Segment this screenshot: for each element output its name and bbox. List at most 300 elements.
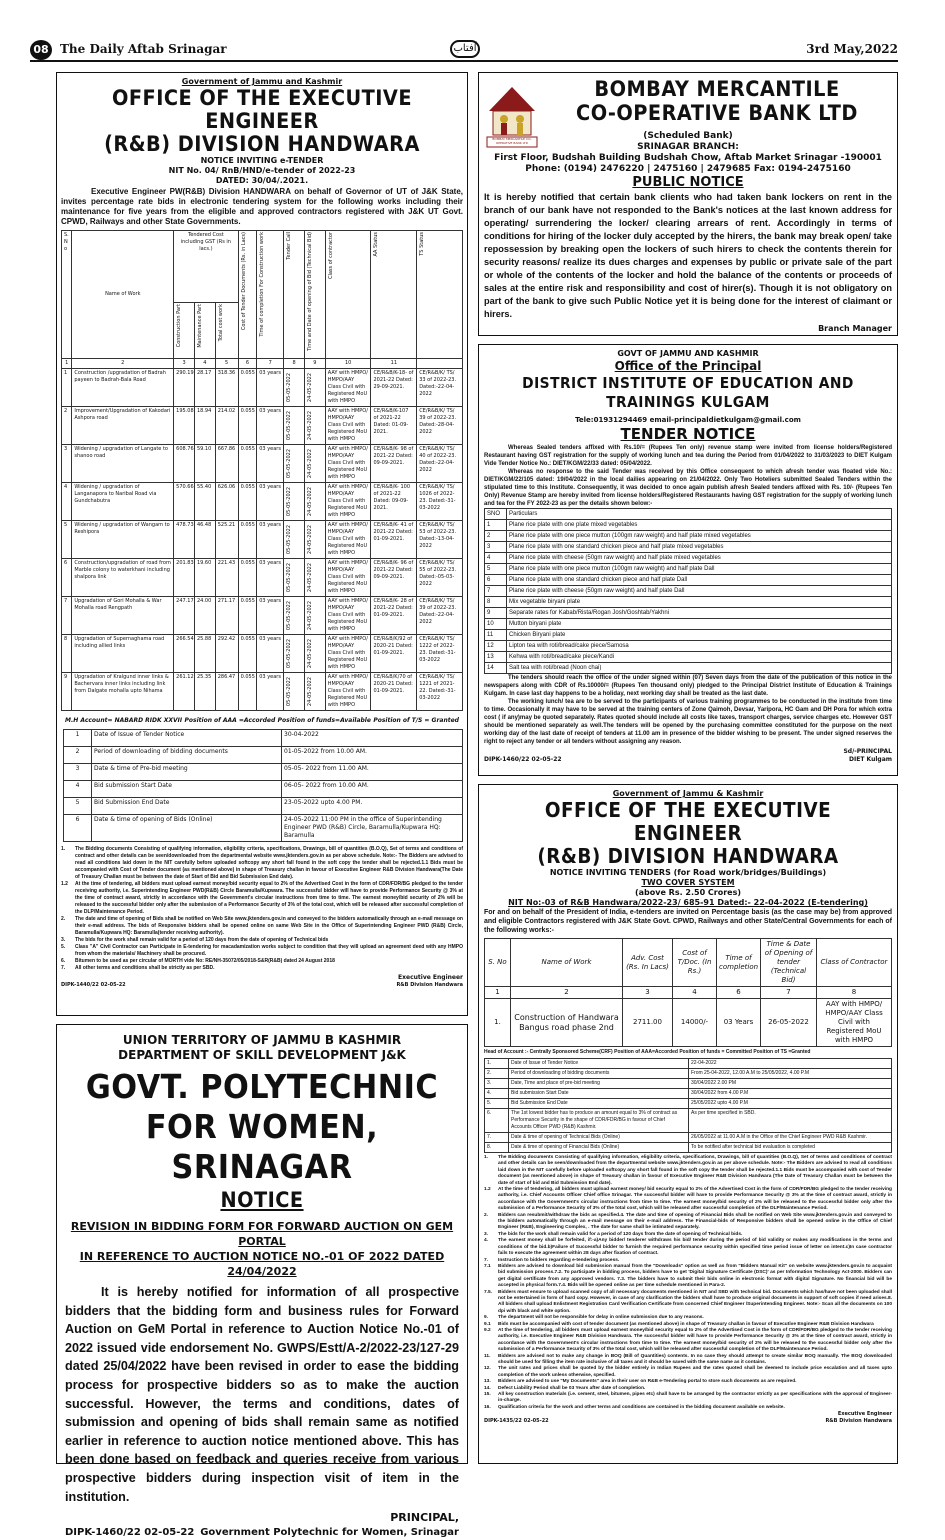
ad1-cell-time: 03 years [257,673,284,711]
ad1-schedule-cell: Bid submission Start Date [92,781,282,798]
ad1-conditions [61,846,463,972]
ad3-p3: The tenders should reach the office of the under signed within (07) Seven days from the date of the publication of this notice in the newspapers along with CDR of Rs.10000/= (Rupees Ten thousand only) pledged to the Principal District Institute of Education & Trainings Kulgam. In case last day happens to be a holiday, next working day shall be treated as the last date. [484,675,892,697]
ad4-row-cell: 26-05-2022 [761,999,817,1047]
ad1-cell-t: 271.17 [215,597,238,635]
ad4-condition-num: 7.1 [484,1263,491,1269]
ad3-sign2: DIET Kulgam [849,756,892,763]
ad4-condition [484,1187,892,1213]
ad5-rev2: IN REFERENCE TO AUCTION NOTICE NO.-01 OF 2022 DATED 24/04/2022 [79,1250,445,1278]
ad1-cell-work: Upgradation of Supernaghama road including allied links [72,635,174,673]
ad4-schedule-cell: The 1st lowest bidder has to produce an amount equal to 3% of contract as Performance Security in the shape of CDR/FDR/BG in favour of Chief Accounts Officer PWD (R&B) Kashmir. [509,1109,689,1133]
ad4-schedule-cell: 3. [485,1079,509,1089]
ad4-schedule-row [485,1143,892,1153]
ad2-phone: Phone: (0194) 2476220 | 2475160 | 2479685 Fax: 0194-2475160 [525,164,851,174]
ad1-cell-open-text: 24-05-2022 [307,486,314,517]
ad3-item-cell: 6 [485,575,507,586]
ad3-item-cell: 7 [485,586,507,597]
ad4-condition-text: The unit rates and prices shall be quoted by the bidder entirely in Indian Rupees and the rates quoted shall be deemed to include price escalation and all taxes upto completion of the work unless otherwise, specified. [498,1366,892,1378]
ad4-notice: NOTICE INVITING TENDERS (for Road work/bridges/Buildings) [549,868,827,877]
ad4-condition [484,1290,892,1316]
ad1-condition-num: 7. [61,965,66,971]
ad1-cell-doc: 0.055 [238,597,257,635]
ad1-cell-cls: AAY with HMPO/ HMPO/AAY Class Civil with Registered MoU with HMPO [325,483,371,521]
ad4-condition-text: Bidders are advised to download bid submission manual from the "Downloads" option as well as from "Bidders Manual Kit" on website www.jktenders.gov.in to acquaint bid submission process.7.2. To participate in bidding process, bidders have to get 'Digital Signature Certificate (DSC)' as per Information Technology Act-2000. Bidders can get digital certificate from any approved vendors. 7.3. The bidders have to submit their bids online in electronic format with digital Signature. No financial bid will be accepted in physical form.7.4. Bids will be opened online as per time schedule mentioned in Para-2. [498,1263,892,1289]
ad1-cell-open-text: 24-05-2022 [307,448,314,479]
colnum: 3 [174,359,195,369]
ad-rnb-handwara-nit [478,784,898,1464]
ad1-schedule-rows [64,730,463,842]
ad1-cell-call-text: 05-05-2022 [286,486,293,517]
ad4-schedule-row [485,1089,892,1099]
ad-diet-kulgam-tender [478,344,898,776]
newspaper-logo: آفتاب [450,40,480,58]
ad4-condition-text: Qualification criteria for the work and other terms and conditions are contained in the bidding document available on website. [498,1404,785,1410]
ad1-cell-sn: 1 [62,369,72,407]
ad4-row-cell: AAY with HMPO/ HMPO/AAY Class Civil with Registered MoU with HMPO [817,999,892,1047]
ad1-schedule-cell: 24-05-2022 11:00 PM in the office of Superintending Engineer PWD (R&B) Circle, Baramulla/Kupwara HQ: Baramulla [282,815,463,842]
ad1-work-row [62,407,463,445]
ad1-cell-m: 59.10 [194,445,215,483]
ad1-cell-work: Widening / upgradation of Langate to shanoo road [72,445,174,483]
ad1-col-time: Time of completion For Construction work [259,232,266,337]
ad5-inst: Government Polytechnic for Women, Srinagar [200,1527,459,1539]
bank-logo [485,81,539,149]
ad1-cell-cls: AAY with HMPO/ HMPO/AAY Class Civil with Registered MoU with HMPO [325,445,371,483]
ad1-cell-time: 03 years [257,597,284,635]
ad3-item-cell: Plane rice plate with one standard chicken piece and half plate Dall [507,575,892,586]
ad-rnb-handwara-etender [56,72,468,1016]
ad1-cell-call [284,521,305,559]
ad4-schedule-cell: Bid submission Start Date [509,1089,689,1099]
ad1-cell-m: 55.40 [194,483,215,521]
ad4-col-head: S. No [485,939,511,987]
colnum: 5 [215,359,238,369]
ad4-dipk: DIPK-1435/22 02-05-22 [484,1418,549,1425]
ad4-row-cell: 2711.00 [623,999,673,1047]
ad1-cell-doc: 0.055 [238,559,257,597]
ad1-cell-doc: 0.055 [238,407,257,445]
ad4-condition-text: The bids for the work shall remain valid for a period of 120 days from the date of opening of Technical bids. [498,1231,743,1237]
ad1-schedule-cell: 30-04-2022 [282,730,463,747]
ad4-condition-text: The Bidding documents Consisting of qualifying information, eligibility criteria, specifications, Drawings, bill of quantities (B.O.Q), Set of terms and conditions of contract and other details can be seen/downloaded from the departmental website www.jktenders.gov.in as per above schedule. Note:- The Bidders are advised to read all conditions laid down in the NIT carefully before uploaded softcopy any short fall found in the soft copy the tender shall be rejected.1.1 Bids must be accompanied with cost of Tender document (as mentioned above) in shape of Treasury challan in favour of Executive Engineer R&B Division Handwara (The Date of Treasury Challan must be between the date of start of bid and Bid Submission End date). [498,1155,892,1186]
ad1-cell-time: 03 years [257,407,284,445]
ad1-cell-ts: CE/R&B/K/ TS/ 39 of 2022-23. Dated:-28-04-2022 [417,407,463,445]
ad1-cell-call [284,407,305,445]
ad3-item-row [485,630,892,641]
ad1-schedule-cell: Bid Submission End Date [92,798,282,815]
ad4-row-cell: Construction of Handwara Bangus road phase 2nd [511,999,623,1047]
ad1-cell-t: 318.36 [215,369,238,407]
ad5-dipk: DIPK-1460/22 02-05-22 [65,1527,195,1539]
ad4-nit: NIT No:-03 of R&B Handwara/2022-23/ 685-91 Dated:- 22-04-2022 (E-tendering) [508,898,868,907]
ad4-condition-num: 16. [484,1404,491,1410]
colnum: 7 [257,359,284,369]
page-header [30,40,898,60]
ad3-item-row [485,520,892,531]
ad1-col-call: Tender Call [286,232,293,260]
colnum: 4 [194,359,215,369]
ad1-cell-doc: 0.055 [238,521,257,559]
ad1-cell-c: 201.83 [174,559,195,597]
ad3-head-sno: SNO [485,509,507,520]
ad3-item-cell: 2 [485,531,507,542]
ad2-name1: BOMBAY MERCANTILE [594,77,840,101]
ad1-cell-open [305,445,326,483]
colnum: 1 [62,359,72,369]
ad1-cell-ts: CE/R&B/K/ TS/ 40 of 2022-23. Dated:-22-04-2022 [417,445,463,483]
ad1-cell-open-text: 24-05-2022 [307,372,314,403]
ad1-schedule-cell: Date of Issue of Tender Notice [92,730,282,747]
ad4-col-head: Adv. Cost (Rs. In Lacs) [623,939,673,987]
ad1-cell-m: 19.60 [194,559,215,597]
ad4-schedule-cell: 1. [485,1059,509,1069]
ad4-schedule-cell: From 25-04-2022, 12.00 A.M to 25/05/2022, 4.00 P.M [689,1069,892,1079]
ad1-cell-aa: CE/R&B/K- 96 of 2021-22 Dated: 09-09-2021. [371,559,417,597]
ad1-cell-c: 290.19 [174,369,195,407]
ad4-schedule-cell: Bid Submission End Date [509,1099,689,1109]
ad1-schedule-cell: 3 [64,764,92,781]
ad3-item-cell: 14 [485,663,507,674]
ad1-cell-ts: CE/R&B/K/ TS/ 33 of 2022-23. Dated:-22-04-2022 [417,369,463,407]
ad1-condition-num: 2. [61,916,66,922]
ad1-schedule-table [63,729,463,842]
ad1-cell-call-text: 05-05-2022 [286,676,293,707]
ad3-tender-notice: TENDER NOTICE [620,425,756,443]
ad1-sign1: Executive Engineer [398,974,463,981]
ad1-cell-time: 03 years [257,483,284,521]
ad4-schedule-row [485,1099,892,1109]
ad1-work-row [62,483,463,521]
ad1-cell-sn: 9 [62,673,72,711]
ad4-schedule-cell: 30/04/2022 2.00 PM [689,1079,892,1089]
ad5-notice: NOTICE [220,1188,304,1212]
ad1-cell-sn: 8 [62,635,72,673]
ad1-cell-t: 286.47 [215,673,238,711]
ad3-sign1: Sd/-PRINCIPAL [843,748,892,755]
ad1-intro: Executive Engineer PW(R&B) Division HANDWARA on behalf of Governor of UT of J&K State, invites percentage rate bids in electronic tendering system for the following works including their maintenance for five years from the eligible and approved contractors registered with J&K UT Govt. CPWD, Railways and other State Governments. [61,187,463,226]
ad4-schedule-cell: Period of downloading of bidding documents [509,1069,689,1079]
ad3-dipk: DIPK-1460/22 02-05-22 [484,756,562,763]
ad1-condition [61,881,463,916]
ad1-cell-ts: CE/R&B/K/ TS/ 53 of 2022-23. Dated:-13-04-2022 [417,521,463,559]
ad1-schedule-row [64,781,463,798]
ad1-work-row [62,635,463,673]
ad1-cell-c: 570.66 [174,483,195,521]
ad1-schedule-cell: 05-05- 2022 from 11.00 AM. [282,764,463,781]
ad4-row-cell: 03 Years [717,999,761,1047]
ad1-cell-cls: AAY with HMPO/ HMPO/AAY Class Civil with Registered MoU with HMPO [325,635,371,673]
ad1-head-account: M.H Account= NABARD RIDK XXVII [65,717,183,724]
ad-govt-polytechnic-notice [56,1024,468,1539]
ad1-condition-text: At the time of tendering, all bidders must upload earnest money/bid security equal to 2% of the Advertised Cost in the form of CDR/FDR/BG pledged to the tender receiving authority, i.e. Superintending Engineer PWD(R&B) Circle Baramulla/Kupwara. The successful bidder will have to provide Performance Security @ 3% at the time of contract award, strictly in accordance with the Government's circular instructions from time to time. The earnest money/bid security of 2% will be released to the successful bidder only after the submission of a Performance Security of 3% of the total cost, which will be released after successful completion of the DLP/Maintenance Period. [75,881,463,915]
ad4-schedule-row [485,1059,892,1069]
ad4-col-head: Time & Date of Opening of tender (Technical Bid) [761,939,817,987]
ad4-condition-num: 7.5. [484,1289,493,1295]
ad3-item-cell: Plane rice plate with one standard chicken piece and half plate mixed vegetables [507,542,892,553]
ad3-item-cell: Mix vegetable biryani plate [507,597,892,608]
colnum: 10 [325,359,371,369]
ad1-cell-call [284,673,305,711]
colnum: 2 [72,359,174,369]
ad3-item-row [485,542,892,553]
ad3-item-cell: Plane rice plate with cheese (50gm raw weight) and half plate Dall [507,586,892,597]
ad1-work-row [62,369,463,407]
ad3-item-cell: 5 [485,564,507,575]
ad3-item-cell: 12 [485,641,507,652]
ad1-cell-c: 478.73 [174,521,195,559]
ad3-item-cell: 10 [485,619,507,630]
ad1-cell-time: 03 years [257,635,284,673]
ad1-cell-work: Upgradation of Gori Mohalla & War Mohalla road Rengpath [72,597,174,635]
ad4-intro: For and on behalf of the President of India, e-tenders are invited on Percentage basis (as the case may be) from approved and eligible Contractors registered with J&K State Govt. CPWD, Railways and other State/Central Governments for each of the following works:- [484,909,892,934]
colnum: 8 [284,359,305,369]
ad1-cell-m: 18.94 [194,407,215,445]
ad3-item-cell: 9 [485,608,507,619]
ad1-notice: NOTICE INVITING e-TENDER [200,156,324,165]
ad4-schedule-cell: 22-04-2022 [689,1059,892,1069]
ad4-schedule-row [485,1069,892,1079]
ad1-condition-num: 1. [61,846,66,852]
ad1-cell-sn: 4 [62,483,72,521]
ad4-condition [484,1328,892,1354]
ad3-item-row [485,575,892,586]
ad1-cell-sn: 2 [62,407,72,445]
ad4-condition [484,1354,892,1367]
ad1-cell-open [305,673,326,711]
ad1-schedule-cell: 2 [64,747,92,764]
ad1-gov: Government of Jammu and Kashmir [181,77,343,86]
ad4-work-table [484,938,892,1047]
ad1-cell-cls: AAY with HMPO/ HMPO/AAY Class Civil with Registered MoU with HMPO [325,597,371,635]
ad1-cell-call [284,369,305,407]
ad3-item-row [485,564,892,575]
ad4-conditions [484,1155,892,1411]
ad4-schedule-row [485,1109,892,1133]
ad4-schedule-cell: Date of Issue of Tender Notice [509,1059,689,1069]
ad3-item-row [485,586,892,597]
ad4-schedule-cell: 2. [485,1069,509,1079]
ad2-branch: SRINAGAR BRANCH: [637,142,739,152]
ad1-schedule-cell: 5 [64,798,92,815]
ad4-condition-num: 12. [484,1366,491,1372]
ad1-col-class: Class of contractor [327,232,334,280]
colnum: 6 [238,359,257,369]
ad4-schedule-rows [485,1059,892,1153]
ad3-item-cell: Salt tea with roti/bread (Noon chai) [507,663,892,674]
ad3-item-cell: Mutton biryani plate [507,619,892,630]
ad1-cell-doc: 0.055 [238,369,257,407]
ad1-schedule-row [64,730,463,747]
ad4-condition-num: 2. [484,1212,489,1218]
ad2-name2: CO-OPERATIVE BANK LTD [576,101,858,125]
ad1-cell-open [305,521,326,559]
ad1-condition-text: The date and time of opening of Bids shall be notified on Web Site www.jktenders.gov.in and conveyed to the bidders automatically through an e-mail message on their e-mail address. The bids of Responsive bidders shall be opened online on same Web Site in the Office of Superintending Engineer PWD (R&B) Circle, Baramulla/Kupwara HQ: Baramulla(tender receiving authority). [75,916,463,936]
ad1-cell-open-text: 24-05-2022 [307,410,314,441]
ad4-col-head: Cost of T/Doc. (In Rs.) [673,939,717,987]
ad1-cost-head: Tendered Cost including GST (Rs in lacs.) [174,231,238,303]
ad4-schedule-cell: 30/04/2022 from 4.00 P.M [689,1089,892,1099]
ad1-schedule-row [64,798,463,815]
ad5-title2: FOR WOMEN, SRINAGAR [145,1107,379,1186]
ad1-cell-c: 195.08 [174,407,195,445]
ad4-schedule-cell: 8. [485,1143,509,1153]
colnum: 9 [305,359,326,369]
ad1-cell-aa: CE/R&B/K-18- of 2021-22 Dated: 29-09-2021. [371,369,417,407]
ad4-schedule-cell: 4. [485,1089,509,1099]
ad1-col-ts: TS Status [419,232,426,256]
ad1-cell-call [284,483,305,521]
ad1-cell-m: 25.88 [194,635,215,673]
ad1-cell-call [284,445,305,483]
ad1-schedule-cell: Date & time of Pre-bid meeting [92,764,282,781]
ad2-public-notice: PUBLIC NOTICE [632,175,744,190]
ad1-schedule-row [64,764,463,781]
ad1-work-row [62,445,463,483]
ad1-condition-num: 5. [61,944,66,950]
ad4-schedule-cell: Date & time of opening of Financial Bids (Online) [509,1143,689,1153]
ad1-cell-open-text: 24-05-2022 [307,638,314,669]
ad1-ts: Position of T/S = Granted [373,717,459,724]
ad1-cell-t: 214.02 [215,407,238,445]
header-rule [30,60,898,62]
ad4-division: (R&B) DIVISION HANDWARA [537,844,839,868]
ad1-condition [61,846,463,881]
ad1-cell-call [284,635,305,673]
ad3-p2: Whereas no response to the said Tender was received by this Office consequent to which afresh tender was floated vide No.: DIET/KGM/22/105 dated: 19/04/2022 in the local dailies appearing on 21/04/2022. Only Two Hoteliers submitted Sealed Tenders within the stipulated time to this Institute. Consequently, it was decided to once again publish afresh Sealed tenders affixed with Rs. 10/- (Rupees Ten Only) Revenue Stamp are hereby invited from license holders/Registered Restaurants having GST registration for the supply of working lunch and tea for the FY 2022-23 as per the details shown below:- [484,469,892,507]
ad5-title1: GOVT. POLYTECHNIC [85,1067,439,1106]
ad4-condition-text: Defect Liability Period shall be 03 Years after date of completion. [498,1385,646,1391]
ad5-rev1: REVISION IN BIDDING FORM FOR FORWARD AUCTION ON GEM PORTAL [70,1220,454,1248]
ad1-cell-sn: 5 [62,521,72,559]
ad4-condition-text: Bids must be accompanied with cost of tender document (as mentioned above) in shape of Treasury challan in favour of Executive Engineer R&B Division Handwara [498,1321,874,1327]
ad4-condition-num: 9. [484,1315,489,1321]
ad1-cell-aa: CE/R&B/K- 28 of 2021-22 Dated: 01-09-2021. [371,597,417,635]
ad3-item-row [485,641,892,652]
ad1-cell-m: 24.00 [194,597,215,635]
ad4-table-colnums [485,987,892,999]
ad4-table-head [485,939,892,987]
ad1-cell-call-text: 05-05-2022 [286,638,293,669]
ad3-item-cell: Plane rice plate with one piece mutton (100gm raw weight) and half plate mixed vegetables [507,531,892,542]
ad1-cell-open-text: 24-05-2022 [307,562,314,593]
ad1-cell-c: 247.17 [174,597,195,635]
ad3-p4: The working lunch/ tea are to be served to the participants of various training programmes to be conducted in the institute from time to time. Occasionally it may have to be served at the training centers of Zone Qaimoh, Devsar, Yaripora, HC Gam and DH Pora for which extra cost ( if any)may be quoted separately. Rates quoted should include all costs like taxes, transport charges, service charges etc. However GST should be mentioned separately as well.The tenders will be opened by the purchasing committee constituted for the purpose on the next working day of the last date of receipt of tenders at 11.00 am in presence of the bidder wishing to be present. The under signed reserves the right to reject any tender or all tenders without assigning any reason. [484,699,892,745]
ad1-cell-cls: AAY with HMPO/ HMPO/AAY Class Civil with Registered MoU with HMPO [325,407,371,445]
ad4-condition [484,1392,892,1405]
ad1-cell-open [305,407,326,445]
ad4-condition-num: 9.1 [484,1321,491,1327]
ad1-cell-work: Improvement/Upgradation of Kakodari Ashpora road [72,407,174,445]
ad4-condition-num: 9.2 [484,1327,491,1333]
ad-bombay-mercantile-bank [478,72,898,336]
ad3-office: Office of the Principal [614,359,762,373]
ad1-cell-sn: 3 [62,445,72,483]
ad5-ut: UNION TERRITORY OF JAMMU B KASHMIR [122,1033,402,1047]
ad1-condition [61,937,463,944]
ad1-cell-open-text: 24-05-2022 [307,676,314,707]
ad1-condition-text: Class "A" Civil Contractor can Participate in E-tendering for macadamization works subject to condition that they will upload an agreement deed with any HMPO from whom the materials/ Machinery shall be procured. [75,944,463,957]
ad1-work-row [62,597,463,635]
ad3-inst: DISTRICT INSTITUTE OF EDUCATION AND TRAININGS KULGAM [522,374,854,411]
ad2-sched: (Scheduled Bank) [643,131,733,141]
ad4-schedule-cell: To be notified after technical bid evaluation is completed [689,1143,892,1153]
ad4-condition-text: Bidders are advised not to make any change in BOQ (Bill of Quantities) contents. In no case they should attempt to create similar BOQ manually. The BOQ downloaded should be used for filling the item rate inclusive of all taxes and it should be saved with the same name as it contains. [498,1353,892,1365]
ad4-col-head: Class of Contractor [817,939,892,987]
ad3-item-row [485,663,892,674]
ad4-sign1: Executive Engineer [837,1411,892,1418]
ad3-item-row [485,553,892,564]
ad1-cell-open-text: 24-05-2022 [307,600,314,631]
ad1-cell-time: 03 years [257,521,284,559]
ad1-work-row [62,559,463,597]
ad1-cell-call-text: 05-05-2022 [286,562,293,593]
ad3-item-row [485,608,892,619]
ad4-gov: Government of Jammu & Kashmir [612,789,764,798]
ad4-condition-num: 14. [484,1385,491,1391]
ad1-col-construction: Construction Part [176,304,183,348]
ad1-col-work: Name of Work [72,231,174,359]
bank-logo-text: BOMBAY MERCANTILE CO-OPERATIVE BANK LTD [492,137,532,145]
ad1-rows [62,369,463,711]
ad3-gov: GOVT OF JAMMU AND KASHMIR [617,349,759,358]
ad3-item-cell: Kehwa with roti/bread/cake piece/Kandi [507,652,892,663]
colnum: 11 [371,359,417,369]
ad4-condition-num: 1. [484,1155,489,1160]
ad1-schedule-cell: Date & time of opening of Bids (Online) [92,815,282,842]
ad1-schedule-cell: 4 [64,781,92,798]
ad4-colnum: 1 [485,987,511,999]
ad1-col-numbers [62,359,463,369]
ad4-condition-text: Instruction to bidders regarding e-tendering process. [498,1257,620,1263]
ad1-office: OFFICE OF THE EXECUTIVE ENGINEER [111,86,412,133]
ad4-col-head: Name of Work [511,939,623,987]
ad1-condition-num: 6. [61,958,66,964]
ad1-cell-call-text: 05-05-2022 [286,524,293,555]
ad1-schedule-cell: 6 [64,815,92,842]
ad1-condition-num: 3. [61,937,66,943]
ad1-cell-t: 667.86 [215,445,238,483]
ad4-condition-num: 3. [484,1231,489,1237]
ad1-condition [61,944,463,958]
ad1-cell-open [305,635,326,673]
ad1-condition-num: 1.2 [61,881,68,887]
ad4-colnum: 6 [717,987,761,999]
ad3-head-particulars: Particulars [507,509,892,520]
ad3-item-cell: 11 [485,630,507,641]
ad4-row-cell: 1. [485,999,511,1047]
ad1-condition-text: Bitumen to be used as per circular of MORTH vide No: RE/NH-35072/05/2018-S&R(R&B) dated 24 August 2018 [75,958,335,964]
ad1-cell-doc: 0.055 [238,483,257,521]
ad1-division: (R&B) DIVISION HANDWARA [104,132,420,156]
ad1-condition [61,916,463,937]
ad1-cell-t: 525.21 [215,521,238,559]
ad1-cell-call [284,559,305,597]
ad1-schedule-cell: Period of downloading of bidding documents [92,747,282,764]
ad1-cell-ts: CE/R&B/K/ TS/ 55 of 2022-23. Dated:-05-03-2022 [417,559,463,597]
ad1-dated: DATED: 30/04/.2021. [215,176,309,185]
ad1-cell-work: Construction/upgradation of road from Marble colony to waterkhani including shalpora link [72,559,174,597]
ad1-cell-ts: CE/R&B/K/ TS/ 39 of 2022-23. Dated:-22-04-2022 [417,597,463,635]
ad1-cell-aa: CE/R&B/K- 100 of 2021-22 Dated: 09-09-2021. [371,483,417,521]
ad4-condition-text: All key construction materials (i.e. cement, steel, bitumen, pipes etc) shall have to be arranged by the contractor strictly as per specifications with the approval of Engineer-in-charge. [498,1392,892,1404]
ad4-above: (above Rs. 2.50 Crores) [634,888,742,897]
ad5-sign: PRINCIPAL, [390,1511,459,1525]
ad1-nit: NIT No. 04/ RnB/HND/e-tender of 2022-23 [168,166,356,175]
ad1-cell-cls: AAY with HMPO/ HMPO/AAY Class Civil with Registered MoU with HMPO [325,673,371,711]
ad1-aaa: Position of AAA =Accorded [184,717,276,724]
ad3-item-cell: 1 [485,520,507,531]
issue-date: 3rd May,2022 [806,42,898,56]
